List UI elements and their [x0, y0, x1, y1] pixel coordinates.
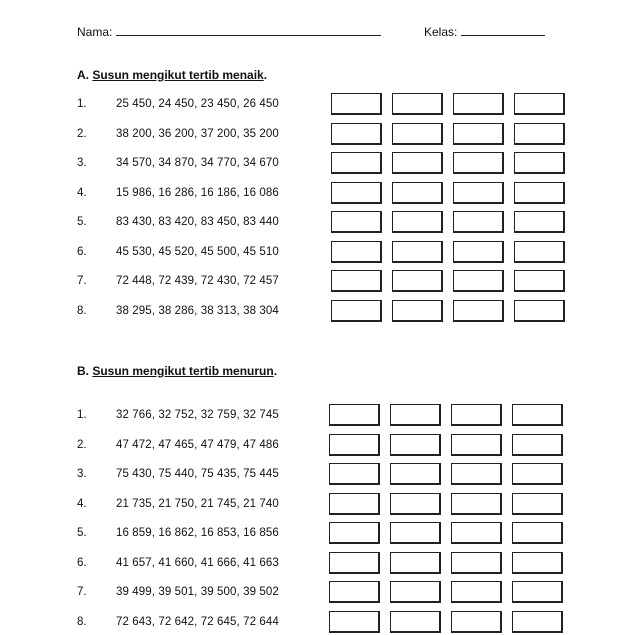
question-number: 6.	[77, 245, 87, 258]
answer-box-3[interactable]	[451, 552, 502, 574]
question-number: 3.	[77, 468, 87, 480]
number-set: 34 570, 34 870, 34 770, 34 670	[116, 157, 279, 169]
answer-box-1[interactable]	[329, 522, 380, 544]
answer-box-2[interactable]	[390, 493, 441, 515]
answer-box-1[interactable]	[329, 434, 380, 456]
question-number: 1.	[77, 409, 87, 421]
question-number: 8.	[77, 304, 87, 317]
number-set: 16 859, 16 862, 16 853, 16 856	[116, 527, 279, 539]
question-row	[0, 463, 638, 487]
answer-box-2[interactable]	[392, 152, 443, 174]
question-row	[0, 493, 638, 517]
answer-box-3[interactable]	[451, 581, 502, 603]
answer-box-4[interactable]	[512, 522, 563, 544]
answer-box-3[interactable]	[451, 493, 502, 515]
section-b-letter: B.	[77, 364, 89, 378]
answer-box-4[interactable]	[512, 581, 563, 603]
number-set: 32 766, 32 752, 32 759, 32 745	[116, 409, 279, 421]
answer-box-4[interactable]	[512, 552, 563, 574]
section-a-title	[77, 68, 267, 82]
question-row	[0, 300, 638, 324]
question-row	[0, 152, 638, 176]
answer-box-3[interactable]	[451, 522, 502, 544]
answer-box-4[interactable]	[514, 123, 565, 145]
answer-box-2[interactable]	[392, 211, 443, 233]
question-row	[0, 182, 638, 206]
nama-blank-line[interactable]	[116, 24, 381, 36]
answer-box-1[interactable]	[331, 270, 382, 292]
answer-box-4[interactable]	[512, 434, 563, 456]
answer-box-2[interactable]	[392, 241, 443, 263]
question-row	[0, 522, 638, 546]
answer-box-2[interactable]	[390, 463, 441, 485]
number-set: 75 430, 75 440, 75 435, 75 445	[116, 468, 279, 480]
number-set: 39 499, 39 501, 39 500, 39 502	[116, 586, 279, 598]
question-row	[0, 434, 638, 458]
question-number: 6.	[77, 556, 87, 569]
answer-box-1[interactable]	[331, 241, 382, 263]
answer-box-1[interactable]	[329, 581, 380, 603]
answer-box-2[interactable]	[392, 182, 443, 204]
answer-box-4[interactable]	[514, 241, 565, 263]
answer-box-3[interactable]	[451, 434, 502, 456]
section-b-instruction: Susun mengikut tertib menurun	[92, 364, 274, 378]
question-row	[0, 581, 638, 605]
answer-box-2[interactable]	[392, 93, 443, 115]
answer-box-1[interactable]	[329, 611, 380, 633]
number-set: 41 657, 41 660, 41 666, 41 663	[116, 556, 279, 569]
answer-box-1[interactable]	[329, 552, 380, 574]
answer-box-2[interactable]	[390, 404, 441, 426]
answer-box-3[interactable]	[451, 404, 502, 426]
question-row	[0, 270, 638, 294]
question-number: 8.	[77, 615, 87, 628]
answer-box-3[interactable]	[453, 152, 504, 174]
answer-box-2[interactable]	[392, 270, 443, 292]
answer-box-4[interactable]	[514, 182, 565, 204]
answer-box-1[interactable]	[331, 123, 382, 145]
answer-box-2[interactable]	[390, 581, 441, 603]
answer-box-4[interactable]	[512, 493, 563, 515]
number-set: 72 448, 72 439, 72 430, 72 457	[116, 275, 279, 287]
section-b-period: .	[273, 364, 278, 378]
question-number: 4.	[77, 497, 87, 510]
number-set: 47 472, 47 465, 47 479, 47 486	[116, 438, 279, 451]
answer-box-3[interactable]	[451, 611, 502, 633]
answer-box-4[interactable]	[514, 152, 565, 174]
question-row	[0, 404, 638, 428]
number-set: 38 295, 38 286, 38 313, 38 304	[116, 304, 279, 317]
answer-box-1[interactable]	[329, 493, 380, 515]
section-a-period: .	[263, 68, 268, 82]
answer-box-1[interactable]	[329, 404, 380, 426]
question-row	[0, 93, 638, 117]
question-number: 2.	[77, 127, 87, 140]
number-set: 15 986, 16 286, 16 186, 16 086	[116, 186, 279, 199]
number-set: 25 450, 24 450, 23 450, 26 450	[116, 98, 279, 110]
section-a-letter: A.	[77, 68, 89, 82]
number-set: 72 643, 72 642, 72 645, 72 644	[116, 615, 279, 628]
number-set: 21 735, 21 750, 21 745, 21 740	[116, 497, 279, 510]
kelas-label: Kelas:	[424, 25, 458, 39]
answer-box-4[interactable]	[514, 211, 565, 233]
number-set: 45 530, 45 520, 45 500, 45 510	[116, 245, 279, 258]
kelas-blank-line[interactable]	[461, 24, 545, 36]
answer-box-2[interactable]	[392, 300, 443, 322]
answer-box-3[interactable]	[453, 182, 504, 204]
answer-box-4[interactable]	[512, 404, 563, 426]
answer-box-1[interactable]	[331, 211, 382, 233]
nama-field[interactable]	[77, 24, 381, 39]
answer-box-4[interactable]	[514, 300, 565, 322]
question-number: 7.	[77, 586, 87, 598]
answer-box-2[interactable]	[390, 611, 441, 633]
answer-box-3[interactable]	[453, 300, 504, 322]
answer-box-2[interactable]	[390, 552, 441, 574]
section-a-instruction: Susun mengikut tertib menaik	[92, 68, 264, 82]
number-set: 38 200, 36 200, 37 200, 35 200	[116, 127, 279, 140]
student-info-header	[77, 24, 557, 42]
answer-box-1[interactable]	[331, 152, 382, 174]
section-b-title	[77, 364, 277, 378]
answer-box-2[interactable]	[390, 434, 441, 456]
answer-box-2[interactable]	[392, 123, 443, 145]
answer-box-4[interactable]	[512, 611, 563, 633]
answer-box-3[interactable]	[453, 93, 504, 115]
number-set: 83 430, 83 420, 83 450, 83 440	[116, 216, 279, 228]
question-row	[0, 241, 638, 265]
question-number: 4.	[77, 186, 87, 199]
answer-box-4[interactable]	[512, 463, 563, 485]
nama-label: Nama:	[77, 25, 113, 39]
answer-box-3[interactable]	[453, 211, 504, 233]
kelas-field[interactable]	[424, 24, 545, 39]
answer-box-2[interactable]	[390, 522, 441, 544]
answer-box-3[interactable]	[451, 463, 502, 485]
answer-box-3[interactable]	[453, 123, 504, 145]
question-row	[0, 552, 638, 576]
question-row	[0, 211, 638, 235]
answer-box-4[interactable]	[514, 93, 565, 115]
question-number: 7.	[77, 275, 87, 287]
question-number: 5.	[77, 216, 87, 228]
answer-box-3[interactable]	[453, 270, 504, 292]
question-number: 1.	[77, 98, 87, 110]
question-row	[0, 611, 638, 635]
answer-box-1[interactable]	[331, 93, 382, 115]
answer-box-1[interactable]	[331, 300, 382, 322]
question-number: 5.	[77, 527, 87, 539]
answer-box-3[interactable]	[453, 241, 504, 263]
answer-box-1[interactable]	[329, 463, 380, 485]
question-number: 2.	[77, 438, 87, 451]
answer-box-4[interactable]	[514, 270, 565, 292]
question-row	[0, 123, 638, 147]
answer-box-1[interactable]	[331, 182, 382, 204]
question-number: 3.	[77, 157, 87, 169]
